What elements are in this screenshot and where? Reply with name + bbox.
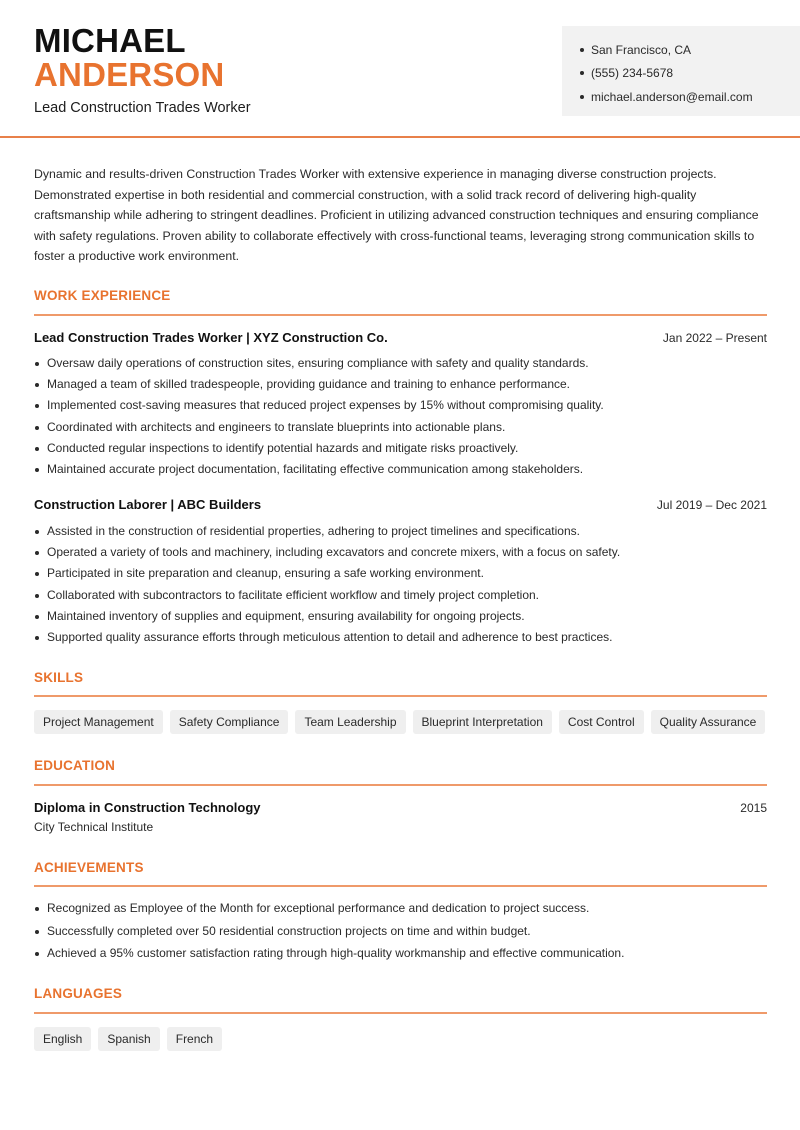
skill-tag: Safety Compliance <box>170 710 289 734</box>
skill-tag: Quality Assurance <box>651 710 766 734</box>
job-dates: Jul 2019 – Dec 2021 <box>656 498 767 512</box>
bullet-icon <box>580 48 584 52</box>
achievements-list <box>34 900 767 968</box>
skill-tag: Cost Control <box>559 710 644 734</box>
education-degree: Diploma in Construction Technology <box>34 800 261 815</box>
list-item: Recognized as Employee of the Month for exceptional performance and dedication to project success. <box>34 900 767 923</box>
bullet-icon <box>580 71 584 75</box>
skills-heading: SKILLS <box>34 670 84 685</box>
list-item: Participated in site preparation and cleanup, ensuring a safe working environment. <box>34 565 767 586</box>
list-item: Implemented cost-saving measures that reduced project expenses by 15% without compromising quality. <box>34 397 767 418</box>
job-header <box>34 330 767 345</box>
list-item: Conducted regular inspections to identify potential hazards and mitigate risks proactively. <box>34 440 767 461</box>
education-school: City Technical Institute <box>34 820 154 834</box>
section-divider <box>34 784 767 786</box>
section-divider <box>34 1012 767 1014</box>
list-item: Achieved a 95% customer satisfaction rating through high-quality workmanship and effective communication. <box>34 945 767 968</box>
section-divider <box>34 885 767 887</box>
email-link[interactable]: michael.anderson@email.com <box>591 89 753 104</box>
skill-tag: Project Management <box>34 710 163 734</box>
contact-box <box>562 26 800 116</box>
education-heading: EDUCATION <box>34 758 116 773</box>
location-text: San Francisco, CA <box>591 42 692 57</box>
list-item: Collaborated with subcontractors to facilitate efficient workflow and timely project completion. <box>34 587 767 608</box>
phone-text: (555) 234-5678 <box>591 66 674 81</box>
skills-list <box>34 710 765 734</box>
contact-email[interactable] <box>580 85 800 109</box>
education-header <box>34 800 767 815</box>
contact-phone <box>580 62 800 86</box>
first-name: MICHAEL <box>34 22 186 59</box>
list-item: Managed a team of skilled tradespeople, providing guidance and training to enhance performance. <box>34 376 767 397</box>
job-role: Lead Construction Trades Worker | XYZ Construction Co. <box>34 330 388 345</box>
skill-tag: Blueprint Interpretation <box>413 710 552 734</box>
last-name: ANDERSON <box>34 56 225 93</box>
job-bullets <box>34 523 767 650</box>
list-item: Successfully completed over 50 residential construction projects on time and within budget. <box>34 923 767 946</box>
skill-tag: Team Leadership <box>295 710 405 734</box>
language-tag: French <box>167 1027 222 1051</box>
language-tag: Spanish <box>98 1027 159 1051</box>
bullet-icon <box>580 95 584 99</box>
languages-list <box>34 1027 222 1051</box>
section-divider <box>34 314 767 316</box>
job-title: Lead Construction Trades Worker <box>34 100 251 116</box>
list-item: Assisted in the construction of residential properties, adhering to project timelines and specifications. <box>34 523 767 544</box>
achievements-heading: ACHIEVEMENTS <box>34 860 144 875</box>
list-item: Coordinated with architects and engineers to translate blueprints into actionable plans. <box>34 419 767 440</box>
section-divider <box>34 695 767 697</box>
language-tag: English <box>34 1027 91 1051</box>
summary-paragraph: Dynamic and results-driven Construction Trades Worker with extensive experience in managing diverse construction projects. Demonstrated expertise in both residential and commercial construction, with a solid track record of delivering high-quality craftsmanship while adhering to stringent deadlines. Proficient in utilizing advanced construction techniques and ensuring compliance with safety regulations. Proven ability to collaborate effectively with cross-functional teams, leveraging strong communication skills to foster a productive work environment. <box>34 167 759 263</box>
job-header <box>34 497 767 512</box>
job-dates: Jan 2022 – Present <box>662 331 767 345</box>
list-item: Operated a variety of tools and machinery, including excavators and concrete mixers, with a focus on safety. <box>34 544 767 565</box>
list-item: Maintained inventory of supplies and equipment, ensuring availability for ongoing projects. <box>34 608 767 629</box>
list-item: Oversaw daily operations of construction sites, ensuring compliance with safety and quality standards. <box>34 355 767 376</box>
job-bullets <box>34 355 767 482</box>
list-item: Maintained accurate project documentation, facilitating effective communication among stakeholders. <box>34 461 767 482</box>
languages-heading: LANGUAGES <box>34 986 123 1001</box>
work-experience-heading: WORK EXPERIENCE <box>34 288 171 303</box>
contact-location <box>580 38 800 62</box>
resume-header <box>0 0 800 138</box>
job-role: Construction Laborer | ABC Builders <box>34 497 262 512</box>
education-year: 2015 <box>740 801 767 815</box>
list-item: Supported quality assurance efforts through meticulous attention to detail and adherence to best practices. <box>34 629 767 650</box>
